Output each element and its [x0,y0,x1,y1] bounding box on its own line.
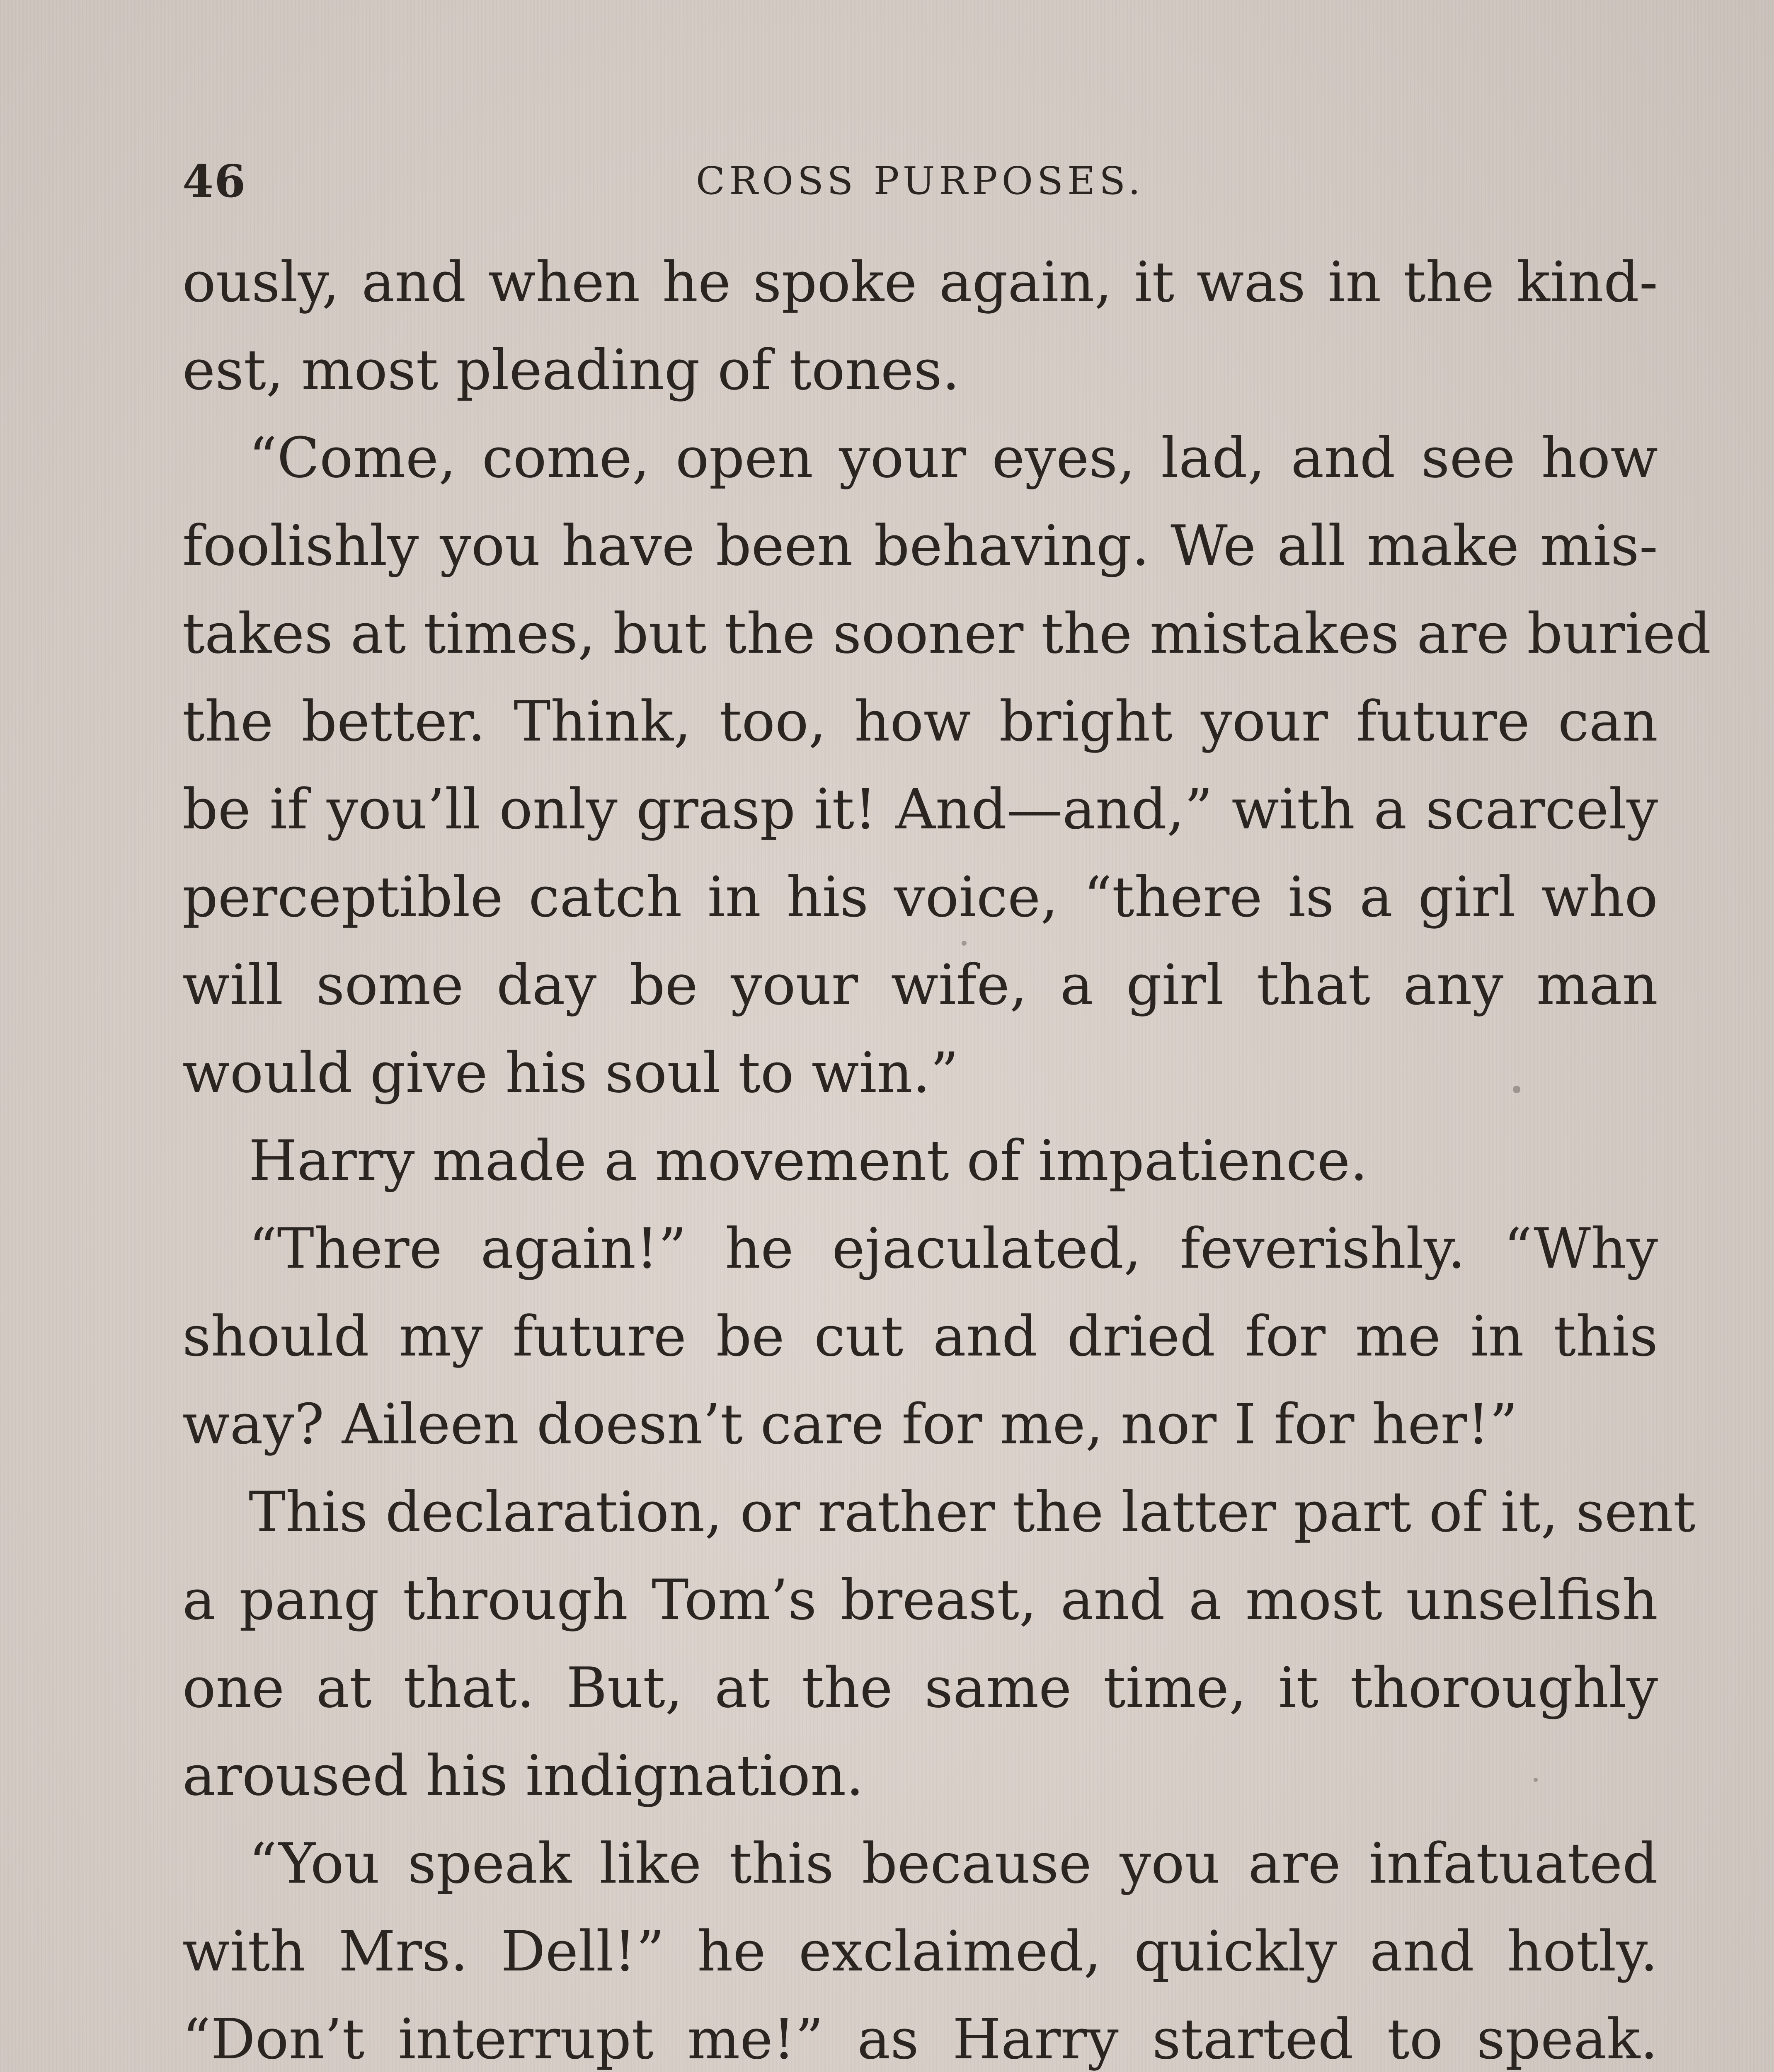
text-line: “Don’t interrupt me!” as Harry started to speak. [182,2007,1658,2072]
running-title: CROSS PURPOSES. [696,159,1145,203]
text-line: the better. Think, too, how bright your future can [182,689,1658,754]
running-head [182,147,1658,222]
page-number: 46 [182,155,247,208]
text-line: aroused his indignation. [182,1743,864,1808]
paper-speck [962,941,967,946]
paper-speck [1513,1086,1520,1093]
text-line: should my future be cut and dried for me in this [182,1304,1658,1369]
text-line: “You speak like this because you are infatuated [249,1831,1658,1896]
text-line: takes at times, but the sooner the mistakes are buried [182,601,1711,666]
text-line: will some day be your wife, a girl that any man [182,953,1658,1017]
text-line: a pang through Tom’s breast, and a most unselfish [182,1568,1658,1632]
text-line: perceptible catch in his voice, “there is a girl who [182,865,1658,929]
text-line: “Come, come, open your eyes, lad, and see how [249,426,1658,490]
text-line: way? Aileen doesn’t care for me, nor I for her!” [182,1392,1518,1457]
paper-speck [1534,1778,1538,1782]
text-line: be if you’ll only grasp it! And—and,” with a scarcely [182,777,1658,842]
text-line: est, most pleading of tones. [182,338,960,402]
text-line: one at that. But, at the same time, it thoroughly [182,1656,1658,1720]
text-line: would give his soul to win.” [182,1041,959,1105]
text-line: Harry made a movement of impatience. [249,1128,1368,1193]
text-line: foolishly you have been behaving. We all make mis- [182,513,1658,578]
text-line: with Mrs. Dell!” he exclaimed, quickly and hotly. [182,1919,1658,1984]
text-line: “There again!” he ejaculated, feverishly. “Why [249,1216,1658,1281]
body-text [182,238,1711,2072]
text-line: This declaration, or rather the latter part of it, sent [249,1480,1696,1544]
text-line: ously, and when he spoke again, it was in the kind- [182,250,1658,315]
